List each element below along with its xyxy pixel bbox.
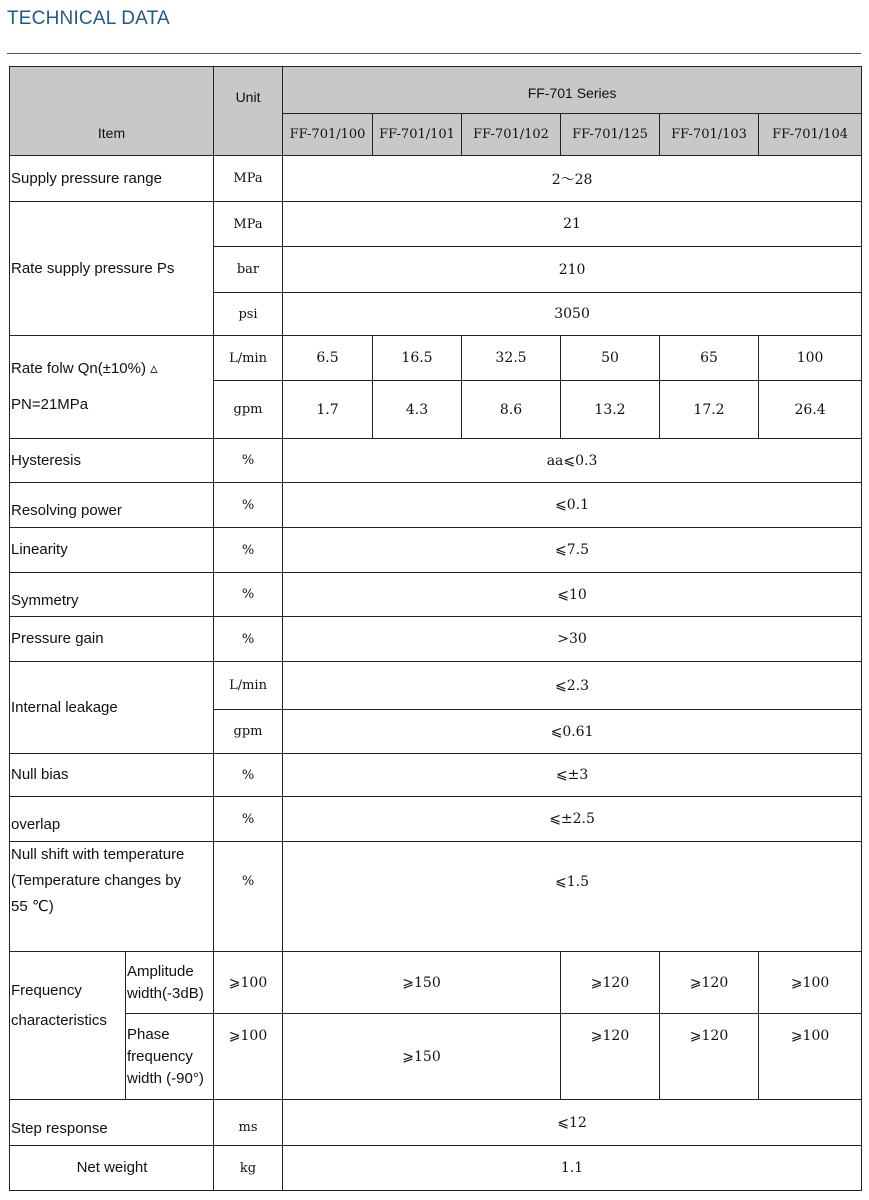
- row-value: ⩾100: [214, 1014, 283, 1100]
- row-label: Resolving power: [10, 483, 214, 528]
- table-row: [10, 573, 862, 617]
- row-label: Step response: [10, 1100, 214, 1146]
- row-value: 210: [283, 247, 862, 293]
- table-row: [10, 439, 862, 483]
- row-label-line: Rate folw Qn(±10%) ▵: [11, 360, 158, 377]
- row-unit: %: [214, 797, 283, 842]
- row-value: 2～28: [283, 156, 862, 202]
- page-title: TECHNICAL DATA: [7, 8, 170, 29]
- row-label-line: PN=21MPa: [11, 396, 89, 413]
- row-value: ⩽0.61: [283, 710, 862, 754]
- row-value: ⩽0.1: [283, 483, 862, 528]
- row-label: [10, 842, 214, 952]
- row-unit: %: [214, 439, 283, 483]
- header-model: FF-701/100: [283, 114, 373, 156]
- row-value: ⩾100: [214, 952, 283, 1014]
- row-value: ⩾120: [561, 952, 660, 1014]
- row-value: aa⩽0.3: [283, 439, 862, 483]
- row-unit: %: [214, 617, 283, 662]
- row-value: ⩾150: [283, 1014, 561, 1100]
- header-model: FF-701/101: [373, 114, 462, 156]
- row-value: ⩾100: [759, 1014, 862, 1100]
- row-value: 65: [660, 336, 759, 381]
- row-label-line: (Temperature changes by: [11, 872, 182, 889]
- technical-data-table: [9, 66, 862, 1191]
- title-divider: [7, 53, 861, 54]
- row-label-line: Null shift with temperature: [11, 846, 185, 863]
- row-value: 21: [283, 202, 862, 247]
- row-unit: gpm: [214, 381, 283, 439]
- row-label: Rate supply pressure Ps: [10, 202, 214, 336]
- row-value: 3050: [283, 293, 862, 336]
- row-unit: L/min: [214, 336, 283, 381]
- row-label: Internal leakage: [10, 662, 214, 754]
- row-unit: bar: [214, 247, 283, 293]
- row-unit: %: [214, 573, 283, 617]
- row-label: Hysteresis: [10, 439, 214, 483]
- row-label-line: 55 ℃): [11, 898, 54, 915]
- row-value: 32.5: [462, 336, 561, 381]
- table-row: [10, 842, 862, 952]
- row-unit: MPa: [214, 156, 283, 202]
- row-unit: %: [214, 754, 283, 797]
- row-unit: MPa: [214, 202, 283, 247]
- row-value: ⩽10: [283, 573, 862, 617]
- table-row: [10, 797, 862, 842]
- row-unit: gpm: [214, 710, 283, 754]
- row-label: [10, 952, 126, 1100]
- sub-label-line: width(-3dB): [127, 984, 204, 1002]
- table-row: [10, 952, 862, 1014]
- row-value: ⩾120: [660, 1014, 759, 1100]
- row-value: ⩾120: [561, 1014, 660, 1100]
- row-label-line: Frequency: [11, 982, 82, 999]
- row-value: ⩽7.5: [283, 528, 862, 573]
- row-unit: psi: [214, 293, 283, 336]
- header-model: FF-701/104: [759, 114, 862, 156]
- row-value: 16.5: [373, 336, 462, 381]
- row-value: 1.1: [283, 1146, 862, 1191]
- row-value: 50: [561, 336, 660, 381]
- header-model: FF-701/102: [462, 114, 561, 156]
- row-unit: kg: [214, 1146, 283, 1191]
- row-value: ⩾100: [759, 952, 862, 1014]
- row-unit: ms: [214, 1100, 283, 1146]
- header-model: FF-701/125: [561, 114, 660, 156]
- row-label: Symmetry: [10, 573, 214, 617]
- sub-label-line: frequency: [127, 1047, 193, 1065]
- row-label: Supply pressure range: [10, 156, 214, 202]
- sub-label: [126, 1014, 214, 1100]
- sub-label: [126, 952, 214, 1014]
- row-value: 8.6: [462, 381, 561, 439]
- table-row: [10, 483, 862, 528]
- sub-label-line: Phase: [127, 1025, 170, 1043]
- row-value: ⩾150: [283, 952, 561, 1014]
- header-unit: Unit: [214, 67, 283, 156]
- row-value: ⩽12: [283, 1100, 862, 1146]
- table-row: [10, 528, 862, 573]
- table-row: [10, 1100, 862, 1146]
- table-row: [10, 202, 862, 247]
- table-row: [10, 1014, 862, 1100]
- row-label: Net weight: [10, 1146, 214, 1191]
- sub-label-line: width (-90°): [127, 1069, 204, 1087]
- row-value: 17.2: [660, 381, 759, 439]
- header-series: FF-701 Series: [283, 67, 862, 114]
- table-row: [10, 1146, 862, 1191]
- row-label-line: characteristics: [11, 1012, 107, 1029]
- row-label: Pressure gain: [10, 617, 214, 662]
- header-model: FF-701/103: [660, 114, 759, 156]
- row-unit: %: [214, 483, 283, 528]
- table-row: [10, 754, 862, 797]
- table-row: [10, 336, 862, 381]
- sub-label-line: Amplitude: [127, 962, 194, 980]
- row-label: [10, 336, 214, 439]
- header-item: Item: [10, 67, 214, 156]
- row-value: 6.5: [283, 336, 373, 381]
- row-value: 1.7: [283, 381, 373, 439]
- row-label: Null bias: [10, 754, 214, 797]
- row-value: 13.2: [561, 381, 660, 439]
- row-unit: L/min: [214, 662, 283, 710]
- row-label: Linearity: [10, 528, 214, 573]
- row-value: >30: [283, 617, 862, 662]
- row-value: ⩽2.3: [283, 662, 862, 710]
- table-row: [10, 662, 862, 710]
- table-row: [10, 617, 862, 662]
- row-unit: %: [214, 842, 283, 952]
- row-value: ⩽1.5: [283, 842, 862, 952]
- row-label: overlap: [10, 797, 214, 842]
- row-value: 26.4: [759, 381, 862, 439]
- row-unit: %: [214, 528, 283, 573]
- row-value: ⩽±3: [283, 754, 862, 797]
- row-value: ⩽±2.5: [283, 797, 862, 842]
- row-value: 4.3: [373, 381, 462, 439]
- row-value: 100: [759, 336, 862, 381]
- row-value: ⩾120: [660, 952, 759, 1014]
- table-row: [10, 156, 862, 202]
